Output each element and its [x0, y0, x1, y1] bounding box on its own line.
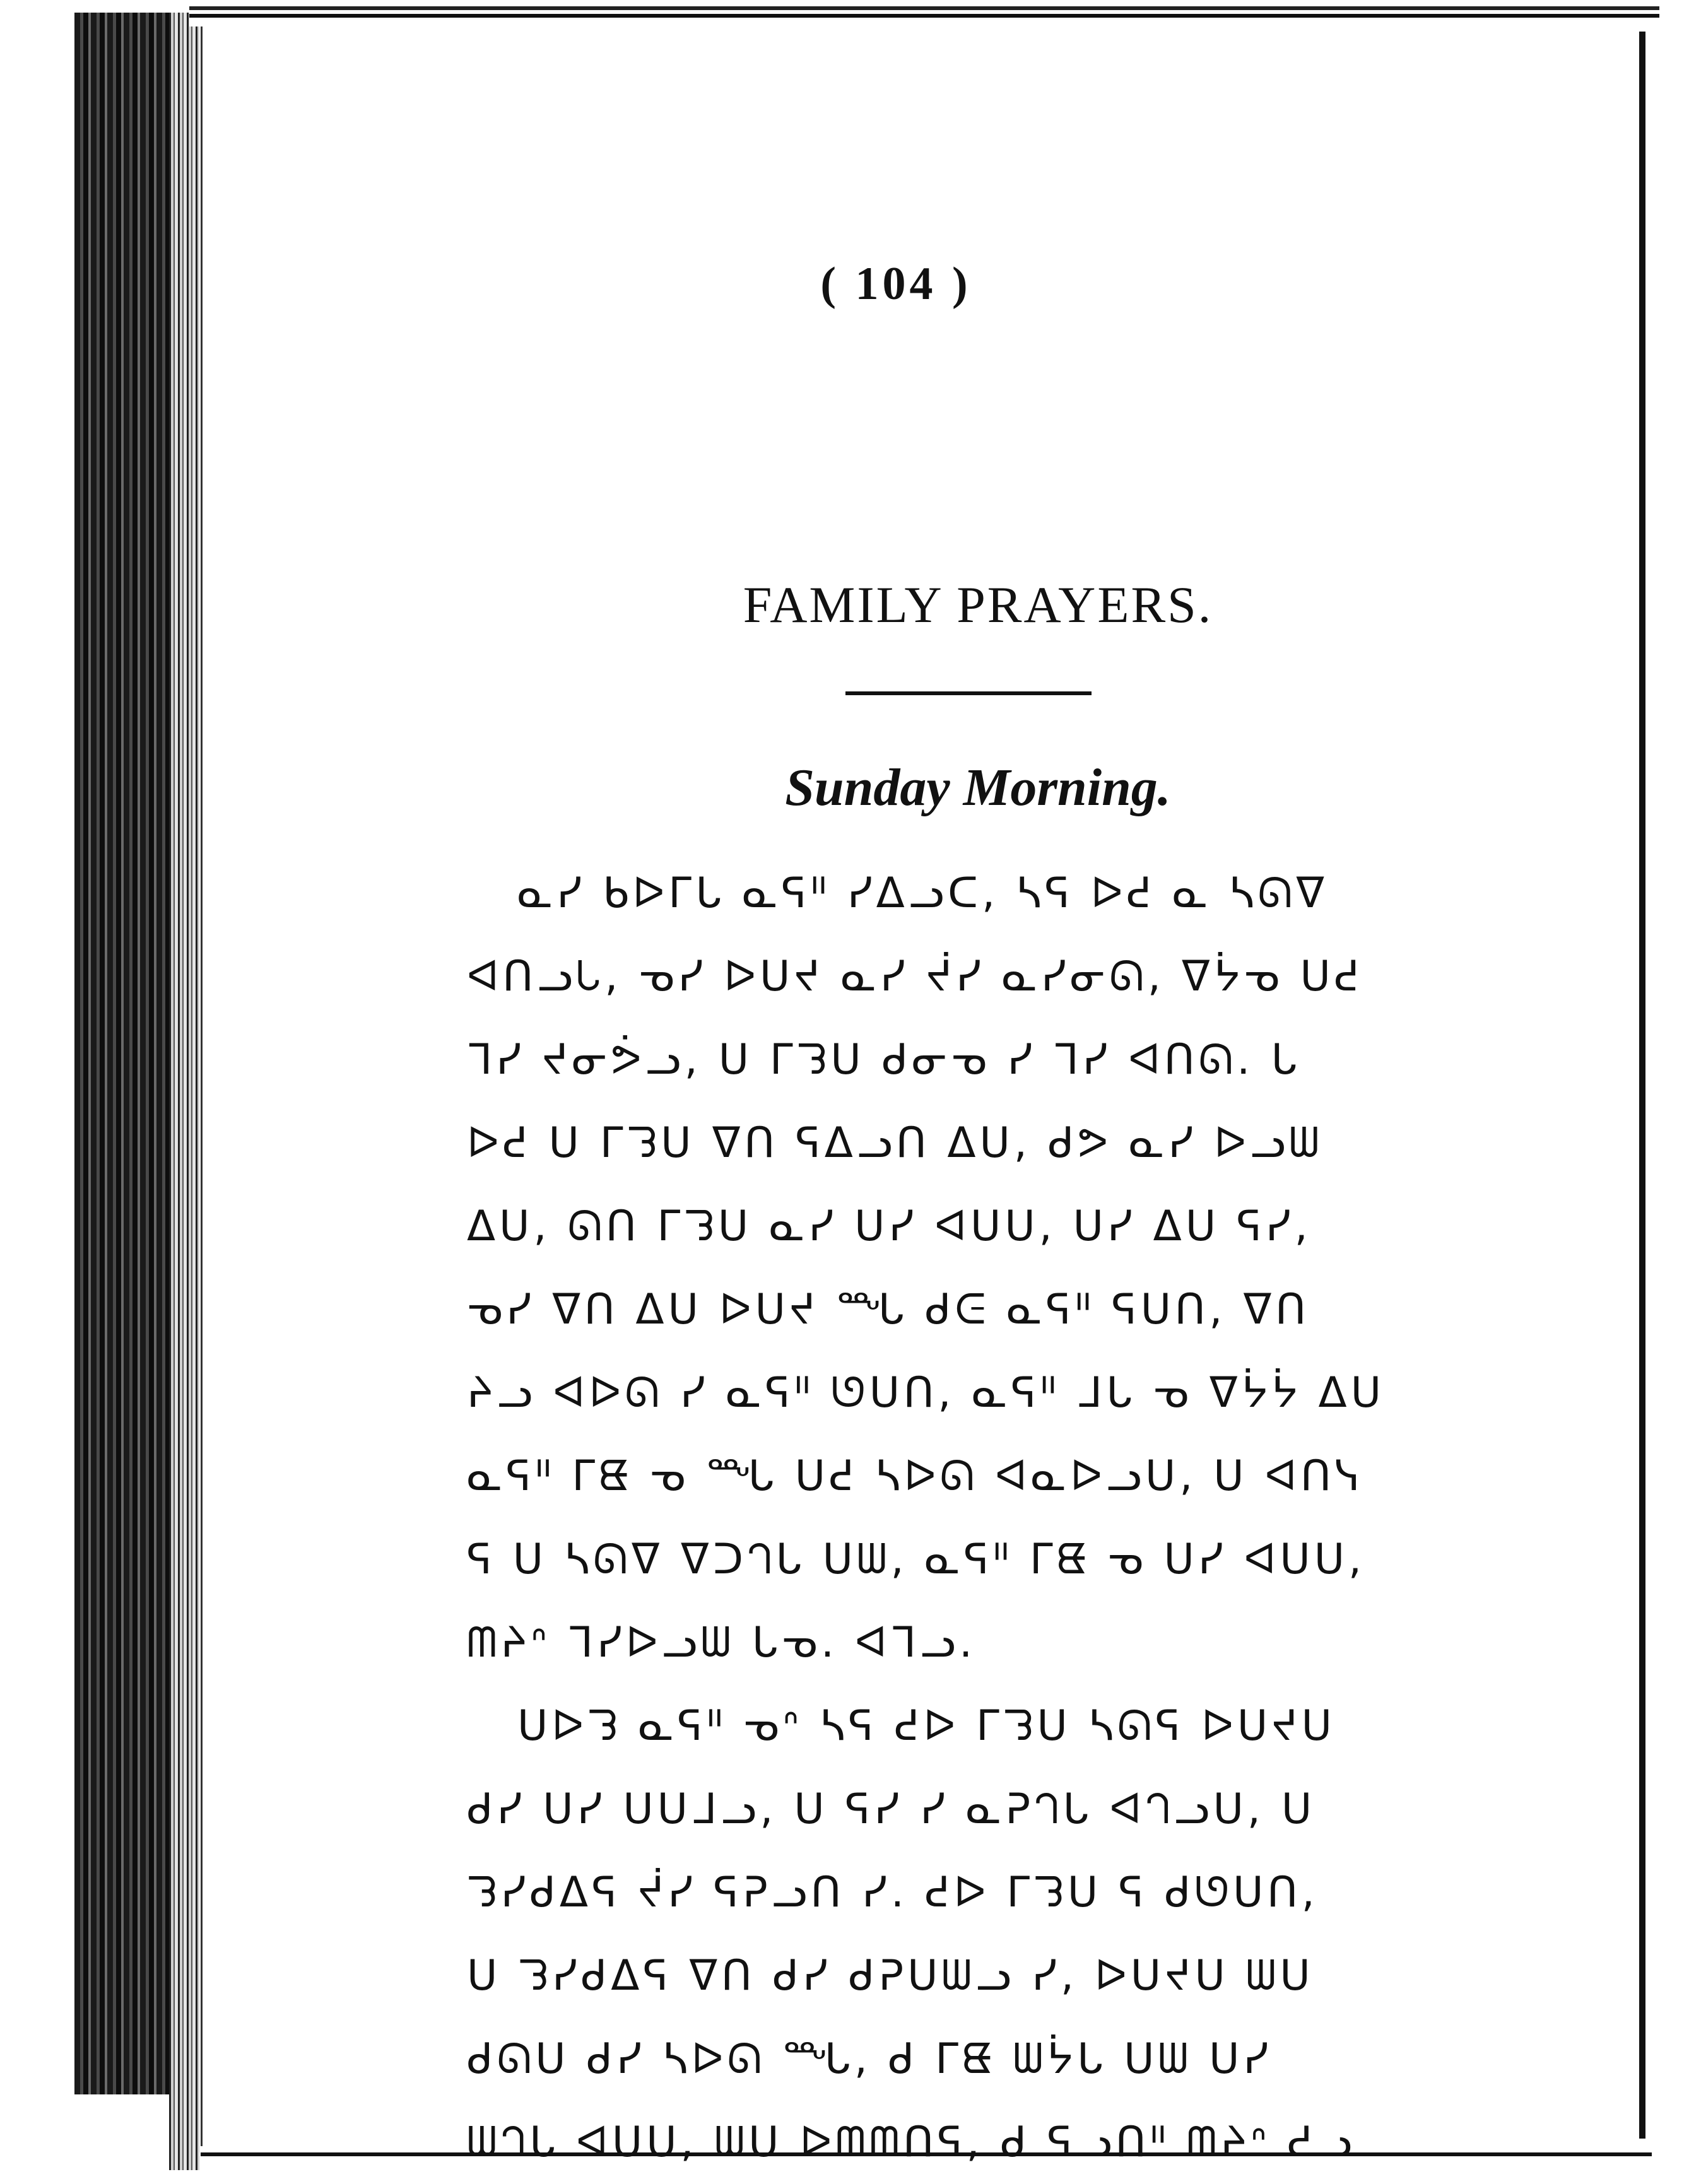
page-title: FAMILY PRAYERS. — [743, 576, 1213, 633]
prayer-text — [467, 852, 1483, 2184]
text-line: ᑯᘏᑌ ᑯᓯ ᓴᐅᘏ ᙵ, ᑯ ᒥᘀ ᗯᔮᒐ ᑌᗯ ᑌᓯ — [467, 2034, 1273, 2083]
text-line: ᒣᓯ ᔪᓂᕘᓗ, ᑌ ᒥᘊᑌ ᑯᓂᓀ ᓯ ᒣᓯ ᐊᑎᘏ. ᒐ — [467, 1035, 1301, 1084]
page-edges — [169, 13, 199, 2170]
top-page-edge — [189, 6, 1659, 26]
title-rule — [845, 691, 1092, 695]
right-page-edge — [1639, 32, 1645, 2139]
text-line: ᘊᓯᑯᐃᕋ ᔫᓯ ᕋᕈᓗᑎ ᓯ. ᕍᐅ ᒥᘊᑌ ᕋ ᑯᘎᑌᑎ, — [467, 1868, 1319, 1917]
text-line: ᓀᓯ ᐁᑎ ᐃᑌ ᐅᑌᔪ ᙵ ᑯᕮ ᓇᕋᐦ ᕋᑌᑎ, ᐁᑎ — [467, 1285, 1310, 1334]
text-line: ᐊᑎᓗᘂ, ᓀᓯ ᐅᑌᔪ ᓇᓯ ᔫᓯ ᓇᓯᓂᘏ, ᐁᔮᓀ ᑌᕍ — [467, 952, 1363, 1001]
text-line: ᑯᓯ ᑌᓯ ᑌᑌᒧᓗ, ᑌ ᕋᓯ ᓯ ᓇᕈᘃᒐ ᐊᘃᓗᑌ, ᑌ — [467, 1785, 1316, 1833]
text-line: ᑌ ᘊᓯᑯᐃᕋ ᐁᑎ ᑯᓯ ᑯᕈᑌᗯᓗ ᓯ, ᐅᑌᔪᑌ ᗯᑌ — [467, 1951, 1314, 2000]
text-line: ᓇᓯ ᑲᐅᒥᒐ ᓇᕋᐦ ᓯᐃᓗᑕ, ᓴᕋ ᐅᕍ ᓇ ᓴᘏᐁ — [517, 869, 1329, 917]
section-title: Sunday Morning. — [785, 758, 1171, 817]
book-spine — [74, 13, 169, 2094]
text-line: ᑌᐅᘊ ᓇᕋᐦ ᓀᐢ ᓴᕋ ᕍᐅ ᒥᘊᑌ ᓴᘏᕋ ᐅᑌᔪᑌ — [517, 1701, 1336, 1750]
text-line: ᐅᕍ ᑌ ᒥᘊᑌ ᐁᑎ ᕋᐃᓗᑎ ᐃᑌ, ᑯᕗ ᓇᓯ ᐅᓗᗯ — [467, 1118, 1323, 1167]
facing-page-strip — [1645, 32, 1701, 2139]
text-line: ᗯᘃᒐ ᐊᑌᑌ, ᗯᑌ ᐅᗰᗰᑎᕋ, ᑯ ᕋᓗᑎᐦ ᗰᔨᐢ ᕍᓗ — [467, 2118, 1356, 2166]
page-number: ( 104 ) — [820, 258, 972, 310]
text-line: ᕋ ᑌ ᓴᘏᐁ ᐁᑐᘃᒐ ᑌᗯ, ᓇᕋᐦ ᒥᘀ ᓀ ᑌᓯ ᐊᑌᑌ, — [467, 1535, 1365, 1583]
text-line: ᓇᕋᐦ ᒥᘀ ᓀ ᙵ ᑌᕍ ᓴᐅᘏ ᐊᓇᐅᓗᑌ, ᑌ ᐊᑎᓭ — [467, 1452, 1364, 1500]
text-line: ᗰᔨᐢ ᒣᓯᐅᓗᗯ ᒐᓀ. ᐊᒣᓗ. — [467, 1618, 977, 1667]
text-line: ᐃᑌ, ᘏᑎ ᒥᘊᑌ ᓇᓯ ᑌᓯ ᐊᑌᑌ, ᑌᓯ ᐃᑌ ᕋᓯ, — [467, 1202, 1312, 1250]
text-line: ᔨᓗ ᐊᐅᘏ ᓯ ᓇᕋᐦ ᘎᑌᑎ, ᓇᕋᐦ ᒧᒐ ᓀ ᐁᔮᔮ ᐃᑌ — [467, 1368, 1386, 1417]
